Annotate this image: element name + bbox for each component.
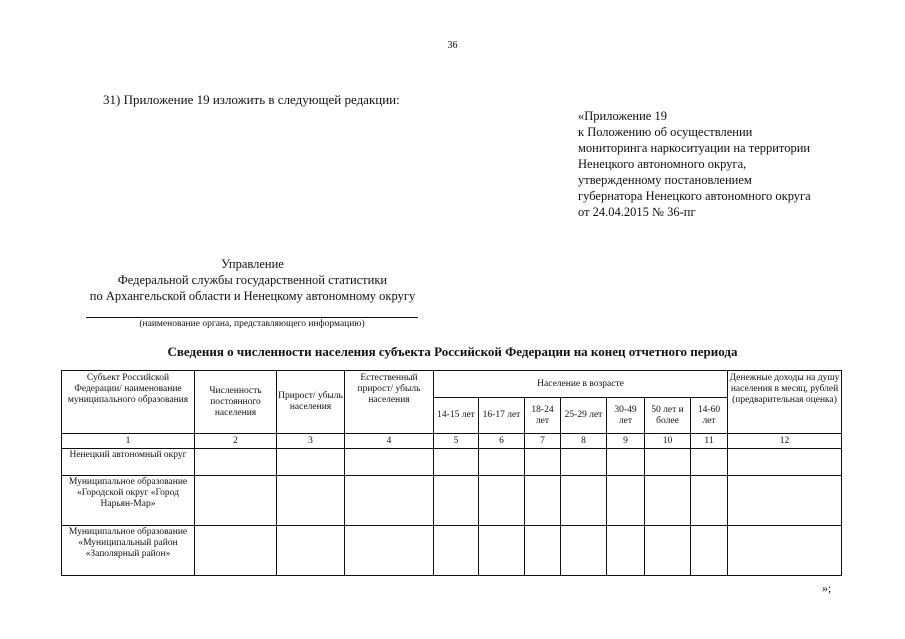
column-number: 9 (607, 434, 645, 449)
organization-caption: (наименование органа, представляющего информацию) (139, 319, 365, 329)
column-number: 5 (434, 434, 479, 449)
column-number: 7 (525, 434, 561, 449)
header-age-14-60: 14-60 лет (691, 398, 728, 434)
table-cell (434, 476, 479, 526)
closing-quote: »; (822, 581, 832, 595)
report-title: Сведения о численности населения субъекта Российской Федерации на конец отчетного периода (167, 344, 738, 359)
table-cell (561, 526, 607, 576)
table-cell (607, 449, 645, 476)
header-age-group: Население в возрасте (434, 371, 728, 398)
column-number: 1 (62, 434, 195, 449)
column-number: 6 (479, 434, 525, 449)
intro-text: 31) Приложение 19 изложить в следующей редакции: (103, 92, 400, 107)
column-number: 2 (195, 434, 277, 449)
header-age-25-29: 25-29 лет (561, 398, 607, 434)
appendix-line: Ненецкого автономного округа, (578, 157, 747, 171)
table-cell (561, 449, 607, 476)
appendix-line: утвержденному постановлением (578, 173, 752, 187)
appendix-line: губернатора Ненецкого автономного округа (578, 189, 811, 203)
table-cell (277, 449, 345, 476)
organization-line: Федеральной службы государственной статистики (117, 273, 388, 287)
header-natural-growth: Естественный прирост/ убыль населения (345, 371, 434, 434)
column-number: 10 (645, 434, 691, 449)
appendix-line: к Положению об осуществлении (578, 125, 753, 139)
table-cell (607, 526, 645, 576)
page-number: 36 (447, 40, 458, 51)
table-cell (561, 476, 607, 526)
table-cell (691, 526, 728, 576)
table-cell (691, 476, 728, 526)
table-cell (277, 526, 345, 576)
header-age-30-49: 30-49 лет (607, 398, 645, 434)
table-cell (728, 449, 842, 476)
table-cell (479, 526, 525, 576)
header-age-50-plus: 50 лет и более (645, 398, 691, 434)
table-cell (195, 449, 277, 476)
header-subject: Субъект Российской Федерации/ наименование муниципального образования (62, 371, 195, 434)
table-cell (607, 476, 645, 526)
table-row (62, 449, 842, 476)
appendix-line: от 24.04.2015 № 36-пг (578, 205, 696, 219)
table-cell (525, 449, 561, 476)
header-age-14-15: 14-15 лет (434, 398, 479, 434)
column-number: 8 (561, 434, 607, 449)
appendix-line: «Приложение 19 (578, 109, 667, 123)
table-cell (277, 476, 345, 526)
table-cell (728, 526, 842, 576)
row-label: Муниципальное образование «Муниципальный район «Заполярный район» (62, 526, 195, 576)
table-cell (479, 449, 525, 476)
appendix-line: мониторинга наркоситуации на территории (578, 141, 811, 155)
table-cell (434, 449, 479, 476)
table-cell (479, 476, 525, 526)
organization-underline (86, 317, 418, 318)
population-table (61, 370, 842, 576)
table-cell (525, 526, 561, 576)
table-cell (691, 449, 728, 476)
column-number: 4 (345, 434, 434, 449)
header-population: Численность постоянного населения (195, 371, 277, 434)
organization-line: по Архангельской области и Ненецкому автономному округу (89, 289, 416, 303)
table-cell (345, 476, 434, 526)
table-row (62, 526, 842, 576)
table-cell (345, 449, 434, 476)
header-growth: Прирост/ убыль населения (277, 371, 345, 434)
table-cell (434, 526, 479, 576)
table-cell (728, 476, 842, 526)
organization-line: Управление (221, 257, 284, 271)
table-cell (645, 476, 691, 526)
header-age-16-17: 16-17 лет (479, 398, 525, 434)
table-cell (645, 526, 691, 576)
table-cell (525, 476, 561, 526)
column-number: 12 (728, 434, 842, 449)
header-income: Денежные доходы на душу населения в месяц, рублей (предварительная оценка) (728, 371, 842, 434)
column-number: 11 (691, 434, 728, 449)
row-label: Муниципальное образование «Городской округ «Город Нарьян-Мар» (62, 476, 195, 526)
column-number: 3 (277, 434, 345, 449)
table-cell (345, 526, 434, 576)
header-age-18-24: 18-24 лет (525, 398, 561, 434)
table-row (62, 476, 842, 526)
table-cell (195, 476, 277, 526)
organization-block (0, 256, 505, 304)
appendix-block (578, 108, 811, 220)
table-cell (645, 449, 691, 476)
table-cell (195, 526, 277, 576)
row-label: Ненецкий автономный округ (62, 449, 195, 476)
